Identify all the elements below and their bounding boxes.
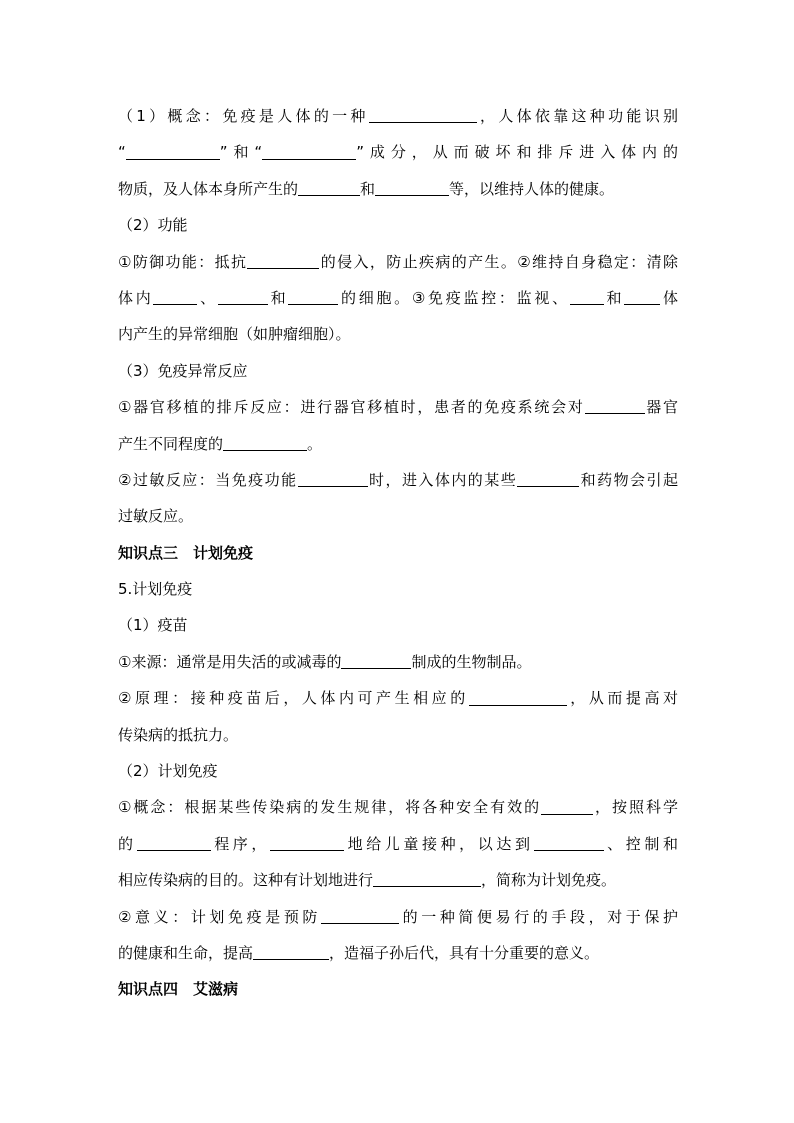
text-segment: 知识点三 计划免疫 — [118, 543, 254, 562]
text-segment: 的 — [118, 834, 137, 853]
fill-in-blank[interactable] — [247, 252, 319, 269]
text-segment: 的侵入，防止疾病的产生。②维持自身稳定：清除 — [319, 252, 679, 271]
plan-concept-1 — [118, 789, 678, 825]
vaccine-source — [118, 644, 678, 680]
text-segment: ①概念：根据某些传染病的发生规律，将各种安全有效的 — [118, 798, 542, 817]
text-segment: 的健康和生命，提高 — [118, 943, 254, 962]
function-line-2 — [118, 280, 678, 316]
fill-in-blank[interactable] — [534, 834, 604, 851]
fill-in-blank[interactable] — [517, 470, 579, 487]
text-segment: 器官 — [644, 398, 678, 417]
text-segment: ①器官移植的排斥反应：进行器官移植时，患者的免疫系统会对 — [118, 398, 585, 417]
text-segment: 产生不同程度的 — [118, 434, 224, 453]
fill-in-blank[interactable] — [469, 689, 567, 706]
text-segment: ①来源：通常是用失活的或减毒的 — [118, 652, 342, 671]
abnormal-line-3 — [118, 462, 678, 498]
text-segment: 传染病的抵抗力。 — [118, 725, 239, 744]
text-segment: ，从而提高对 — [566, 689, 678, 708]
text-segment: （2）功能 — [118, 216, 188, 235]
text-segment: 。 — [307, 434, 323, 453]
text-segment: ①防御功能：抵抗 — [118, 252, 248, 271]
concept-line-2 — [118, 134, 678, 170]
text-segment: 的细胞。③免疫监控：监视、 — [338, 288, 570, 307]
fill-in-blank[interactable] — [126, 143, 220, 160]
vaccine-principle-2 — [118, 717, 678, 753]
text-segment: （1）疫苗 — [118, 616, 188, 635]
function-line-1 — [118, 244, 678, 280]
plan-concept-3 — [118, 862, 678, 898]
fill-in-blank[interactable] — [137, 834, 211, 851]
text-segment: ②意义：计划免疫是预防 — [118, 907, 322, 926]
abnormal-line-1 — [118, 389, 678, 425]
text-segment: 物质，及人体本身所产生的 — [118, 179, 299, 198]
fill-in-blank[interactable] — [570, 288, 604, 305]
function-line-3 — [118, 316, 678, 352]
vaccine-heading — [118, 607, 678, 643]
text-segment: ，简称为计划免疫。 — [481, 871, 617, 890]
text-segment: ，造福子孙后代，具有十分重要的意义。 — [329, 943, 600, 962]
fill-in-blank[interactable] — [298, 470, 368, 487]
text-segment: （1）概念：免疫是人体的一种 — [118, 107, 369, 125]
fill-in-blank[interactable] — [624, 288, 660, 305]
text-segment: 等，以维持人体的健康。 — [449, 179, 615, 198]
text-segment: ，人体依靠这种功能识别 — [476, 107, 678, 125]
text-segment: 知识点四 艾滋病 — [118, 980, 239, 999]
text-segment: （3）免疫异常反应 — [118, 361, 248, 380]
plan-meaning-2 — [118, 935, 678, 971]
text-segment: ”和“ — [219, 143, 263, 162]
text-segment: （2）计划免疫 — [118, 762, 218, 781]
fill-in-blank[interactable] — [375, 179, 449, 196]
plan-meaning-1 — [118, 899, 678, 935]
fill-in-blank[interactable] — [541, 798, 593, 815]
fill-in-blank[interactable] — [288, 288, 338, 305]
abnormal-heading — [118, 353, 678, 389]
plan-concept-2 — [118, 826, 678, 862]
fill-in-blank[interactable] — [585, 398, 645, 415]
concept-line-1 — [118, 98, 678, 134]
text-segment: ②原理：接种疫苗后，人体内可产生相应的 — [118, 689, 469, 708]
text-segment: 制成的生物制品。 — [411, 652, 532, 671]
text-segment: 过敏反应。 — [118, 507, 194, 526]
fill-in-blank[interactable] — [218, 288, 268, 305]
fill-in-blank[interactable] — [369, 107, 477, 124]
fill-in-blank[interactable] — [253, 943, 329, 960]
text-segment: ”成分，从而破坏和排斥进入体内的 — [356, 143, 678, 162]
text-segment: 体内 — [118, 288, 154, 307]
plan-heading — [118, 753, 678, 789]
fill-in-blank[interactable] — [298, 179, 360, 196]
fill-in-blank[interactable] — [262, 143, 356, 160]
text-segment: 程序， — [210, 834, 270, 853]
function-heading — [118, 207, 678, 243]
section-three-heading — [118, 535, 678, 571]
text-segment: 和 — [360, 179, 376, 198]
text-segment: ②过敏反应：当免疫功能 — [118, 470, 298, 489]
text-segment: 时，进入体内的某些 — [367, 470, 518, 489]
vaccine-principle-1 — [118, 680, 678, 716]
text-segment: 相应传染病的目的。这种有计划地进行 — [118, 871, 374, 890]
fill-in-blank[interactable] — [321, 907, 399, 924]
text-segment: 、控制和 — [603, 834, 678, 853]
text-segment: 、 — [197, 288, 218, 307]
worksheet-page — [118, 98, 678, 1008]
section-four-heading — [118, 971, 678, 1007]
text-segment: 和 — [267, 288, 289, 307]
plan-title — [118, 571, 678, 607]
text-segment: 体 — [660, 288, 678, 307]
text-segment: ，按照科学 — [593, 798, 678, 817]
fill-in-blank[interactable] — [223, 434, 307, 451]
text-segment: 和药物会引起 — [579, 470, 678, 489]
text-segment: 的一种简便易行的手段，对于保护 — [399, 907, 678, 926]
text-segment: “ — [118, 143, 126, 162]
text-segment: 内产生的异常细胞（如肿瘤细胞）。 — [118, 325, 351, 344]
fill-in-blank[interactable] — [373, 871, 481, 888]
abnormal-line-2 — [118, 426, 678, 462]
concept-line-3 — [118, 171, 678, 207]
text-segment: 5.计划免疫 — [118, 580, 193, 599]
fill-in-blank[interactable] — [270, 834, 344, 851]
text-segment: 和 — [603, 288, 625, 307]
text-segment: 地给儿童接种，以达到 — [344, 834, 534, 853]
fill-in-blank[interactable] — [153, 288, 197, 305]
abnormal-line-4 — [118, 498, 678, 534]
fill-in-blank[interactable] — [341, 652, 411, 669]
